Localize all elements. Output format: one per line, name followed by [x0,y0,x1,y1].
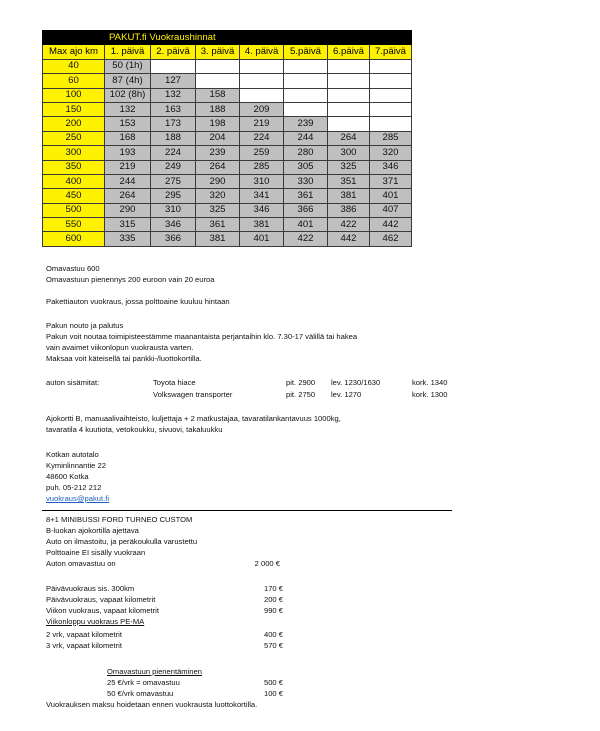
price-cell: 275 [151,174,196,188]
reduction-title: Omavastuun pienentäminen [107,667,202,676]
price-cell: 361 [196,218,240,232]
vehicle-length: pit. 2900 [286,378,316,387]
vehicles-label: auton sisämitat: [46,378,100,387]
price-cell: 330 [284,174,328,188]
price-cell: 209 [240,102,284,116]
company-street: Kyminlinnantie 22 [46,461,106,470]
price-cell: 462 [370,232,412,246]
empty-cell [328,59,370,73]
empty-cell [328,102,370,116]
table-row [43,174,412,188]
empty-cell [370,102,412,116]
empty-cell [370,117,412,131]
omavastuu-text: Omavastuu 600 [46,264,100,273]
price-value: 170 € [263,584,283,593]
price-cell: 264 [328,131,370,145]
header-cell: Max ajo km [43,45,105,59]
table-row [43,160,412,174]
price-cell: 381 [328,189,370,203]
table-title: PAKUT.fi Vuokraushinnat [105,31,412,45]
price-cell: 259 [240,146,284,160]
price-label: Päivävuokraus, vapaat kilometrit [46,595,156,604]
minibus-line-1: B-luokan ajokortilla ajettava [46,526,139,535]
table-row [43,102,412,116]
vehicle-height: kork. 1300 [412,390,448,399]
empty-cell [151,59,196,73]
header-cell: 1. päivä [105,45,151,59]
table-title-row [43,31,412,45]
empty-cell [240,88,284,102]
header-cell: 4. päivä [240,45,284,59]
pickup-title: Pakun nouto ja palutus [46,321,124,330]
price-cell: 204 [196,131,240,145]
weekend-title: Viikonloppu vuokraus PE-MA [46,617,145,626]
table-row [43,88,412,102]
km-cell: 200 [43,117,105,131]
table-row [43,117,412,131]
vehicle-width: lev. 1230/1630 [331,378,381,387]
price-cell: 325 [328,160,370,174]
price-cell: 341 [240,189,284,203]
price-table [42,30,412,247]
empty-cell [370,88,412,102]
price-cell: 300 [328,146,370,160]
empty-cell [284,88,328,102]
reduction-value: 100 € [263,689,283,698]
price-label: Päivävuokraus sis. 300km [46,584,135,593]
price-cell: 224 [151,146,196,160]
price-cell: 442 [328,232,370,246]
price-cell: 153 [105,117,151,131]
pickup-text-1: Pakun voit noutaa toimipisteestämme maanantaista perjantaihin klo. 7.30-17 välillä tai hakea [46,332,358,341]
table-header-row [43,45,412,59]
price-cell: 305 [284,160,328,174]
price-cell: 401 [284,218,328,232]
price-cell: 173 [151,117,196,131]
minibus-title: 8+1 MINIBUSSI FORD TURNEO CUSTOM [46,515,193,524]
reduction-value: 500 € [263,678,283,687]
minibus-line-2: Auto on ilmastoitu, ja peräkoukulla varustettu [46,537,198,546]
price-cell: 87 (4h) [105,74,151,88]
price-cell: 198 [196,117,240,131]
price-cell: 442 [370,218,412,232]
price-cell: 285 [240,160,284,174]
empty-cell [240,74,284,88]
price-cell: 381 [240,218,284,232]
price-cell: 285 [370,131,412,145]
price-cell: 422 [328,218,370,232]
table-row [43,59,412,73]
weekend-value: 570 € [263,641,283,650]
price-cell: 422 [284,232,328,246]
empty-cell [196,74,240,88]
empty-cell [328,88,370,102]
empty-cell [284,59,328,73]
km-cell: 150 [43,102,105,116]
price-cell: 381 [196,232,240,246]
price-cell: 264 [105,189,151,203]
empty-cell [240,59,284,73]
price-cell: 127 [151,74,196,88]
price-cell: 50 (1h) [105,59,151,73]
weekend-label: 3 vrk, vapaat kilometrit [46,641,122,650]
empty-cell [370,74,412,88]
header-cell: 7.päivä [370,45,412,59]
empty-cell [328,117,370,131]
vehicle-model: Toyota hiace [153,378,196,387]
reduction-label: 50 €/vrk omavastuu [107,689,174,698]
vehicle-model: Volkswagen transporter [153,390,233,399]
price-cell: 219 [240,117,284,131]
price-cell: 132 [151,88,196,102]
price-cell: 346 [240,203,284,217]
price-value: 990 € [263,606,283,615]
company-city: 48600 Kotka [46,472,89,481]
reduction-label: 25 €/vrk = omavastuu [107,678,180,687]
price-cell: 320 [196,189,240,203]
vehicle-height: kork. 1340 [412,378,448,387]
omavastuu-reduction-text: Omavastuun pienennys 200 euroon vain 20 euroa [46,275,215,284]
price-cell: 239 [284,117,328,131]
deductible-label: Auton omavastuu on [46,559,116,568]
price-cell: 132 [105,102,151,116]
price-cell: 264 [196,160,240,174]
price-cell: 102 (8h) [105,88,151,102]
payment-text: Maksaa voit käteisellä tai pankki-/luottokortilla. [46,354,202,363]
weekend-label: 2 vrk, vapaat kilometrit [46,630,122,639]
price-cell: 244 [105,174,151,188]
price-cell: 188 [196,102,240,116]
section-divider [42,510,452,511]
km-cell: 400 [43,174,105,188]
price-cell: 244 [284,131,328,145]
km-cell: 60 [43,74,105,88]
title-spacer [43,31,105,45]
price-cell: 239 [196,146,240,160]
deductible-value: 2 000 € [254,559,280,568]
table-row [43,203,412,217]
price-cell: 335 [105,232,151,246]
price-cell: 290 [196,174,240,188]
fuel-note: Pakettiauton vuokraus, jossa polttoaine kuuluu hintaan [46,297,230,306]
header-cell: 2. päivä [151,45,196,59]
pickup-text-2: vain avaimet viikonlopun vuokrausta varten. [46,343,194,352]
minibus-line-3: Polttoaine EI sisälly vuokraan [46,548,146,557]
km-cell: 600 [43,232,105,246]
empty-cell [284,74,328,88]
table-row [43,131,412,145]
km-cell: 450 [43,189,105,203]
price-cell: 366 [151,232,196,246]
price-cell: 366 [284,203,328,217]
price-cell: 249 [151,160,196,174]
vehicle-length: pit. 2750 [286,390,316,399]
weekend-value: 400 € [263,630,283,639]
price-cell: 401 [240,232,284,246]
price-cell: 371 [370,174,412,188]
km-cell: 100 [43,88,105,102]
empty-cell [196,59,240,73]
km-cell: 500 [43,203,105,217]
table-row [43,218,412,232]
price-cell: 310 [240,174,284,188]
price-cell: 325 [196,203,240,217]
km-cell: 250 [43,131,105,145]
email-link[interactable]: vuokraus@pakut.fi [46,494,110,503]
km-cell: 40 [43,59,105,73]
header-cell: 6.päivä [328,45,370,59]
price-cell: 315 [105,218,151,232]
price-cell: 219 [105,160,151,174]
price-cell: 401 [370,189,412,203]
price-cell: 290 [105,203,151,217]
price-cell: 407 [370,203,412,217]
table-row [43,74,412,88]
price-cell: 224 [240,131,284,145]
km-cell: 300 [43,146,105,160]
price-cell: 346 [151,218,196,232]
price-label: Viikon vuokraus, vapaat kilometrit [46,606,159,615]
price-cell: 320 [370,146,412,160]
company-name: Kotkan autotalo [46,450,99,459]
requirements-text-2: tavaratila 4 kuutiota, vetokoukku, sivuovi, takaluukku [46,425,223,434]
header-cell: 5.päivä [284,45,328,59]
km-cell: 350 [43,160,105,174]
price-cell: 168 [105,131,151,145]
price-cell: 386 [328,203,370,217]
header-cell: 3. päivä [196,45,240,59]
empty-cell [328,74,370,88]
km-cell: 550 [43,218,105,232]
price-cell: 163 [151,102,196,116]
price-cell: 346 [370,160,412,174]
company-phone: puh. 05-212 212 [46,483,102,492]
vehicle-width: lev. 1270 [331,390,362,399]
empty-cell [284,102,328,116]
price-cell: 158 [196,88,240,102]
minibus-footer: Vuokrauksen maksu hoidetaan ennen vuokrausta luottokortilla. [46,700,258,709]
table-row [43,189,412,203]
empty-cell [370,59,412,73]
price-cell: 361 [284,189,328,203]
price-cell: 280 [284,146,328,160]
price-cell: 188 [151,131,196,145]
requirements-text-1: Ajokortti B, manuaalivaihteisto, kuljettaja + 2 matkustajaa, tavaratilankantavuus 1000kg, [46,414,341,423]
price-cell: 295 [151,189,196,203]
email-wrap [46,494,109,504]
table-row [43,232,412,246]
table-row [43,146,412,160]
price-cell: 310 [151,203,196,217]
price-cell: 351 [328,174,370,188]
price-value: 200 € [263,595,283,604]
price-cell: 193 [105,146,151,160]
